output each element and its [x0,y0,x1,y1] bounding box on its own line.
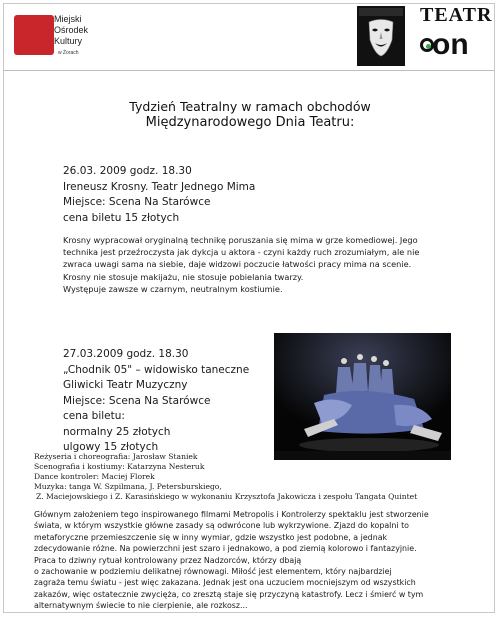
description-line: Praca to dziwny rytuał kontrolowany przez Nadzorców, którzy dbają [34,555,302,565]
description-line: Krosny nie stosuje makijażu, nie stosuje pobielania twarzy. [63,271,304,282]
description-line: technika jest przeźroczysta jak dykcja u aktora - czyni każdy ruch zrozumiałym, ale nie [63,247,420,258]
dance-photo [274,333,451,460]
theatre-mask-icon [357,6,405,66]
event2-date: 27.03.2009 godz. 18.30 [63,348,189,360]
description-line: zakazów, więc ostatecznie zwycięża, co zresztą staje się przyczyną katastrofy. Lecz i śmierć w tym [34,589,424,599]
credit-line: Scenografia i kostiumy: Katarzyna Nesteruk [34,462,205,471]
dance-stage-image [274,333,451,460]
credit-line: Dance kontroler: Maciej Florek [34,472,155,481]
event1-details [63,164,255,226]
teatr-logo-text: TEATR [420,4,493,26]
description-line: Krosny wypracował oryginalną technikę poruszania się mima w grze komediowej. Jego [63,235,418,245]
credit-line: Reżyseria i choreografia: Jarosław Staniek [34,452,198,461]
credit-line: Z. Maciejowskiego i Z. Karasińskiego w wykonaniu Krzysztofa Jakowicza i zespołu Tangata Quintet [36,492,418,501]
event2-venue: Miejsce: Scena Na Starówce [63,394,211,407]
on-logo-text: on [432,28,469,61]
event1-date: 26.03. 2009 godz. 18.30 [63,165,192,177]
description-line: Występuje zawsze w czarnym, neutralnym kostiumie. [63,283,283,294]
page-subtitle: Międzynarodowego Dnia Teatru: [145,115,355,130]
event2-price-reduced: ulgowy 15 złotych [63,441,159,453]
mok-logo-line: Ośrodek [54,25,89,35]
event1-description [63,234,443,295]
description-line: Głównym założeniem tego inspirowanego filmami Metropolis i Kontrolerzy spektaklu jest stworzenie [34,510,429,519]
event2-details [63,347,249,456]
event2-credits [34,452,417,502]
header-divider [3,70,495,71]
event1-price: cena biletu 15 złotych [63,211,180,224]
event2-price-label: cena biletu: [63,410,125,422]
event2-show-title: „Chodnik 05" – widowisko taneczne [63,363,250,376]
theatre-mask-poster [357,6,405,66]
mok-logo-line: Miejski [54,14,82,24]
description-line: zagraża temu światu - jest więc zakazana. Jednak jest ona uczuciem mocniejszym od wszystkich [34,578,416,588]
page-title: Tydzień Teatralny w ramach obchodów [129,99,371,114]
mok-logo-square [14,15,54,55]
mok-logo-city: w Żorach [58,50,79,56]
description-line: metaforyczne przemieszczenie się w inny wymiar, gdzie wszystko jest podobne, a jednak [34,532,388,542]
mok-logo [14,10,89,65]
event1-venue: Miejsce: Scena Na Starówce [63,196,211,208]
description-line: zdecydowanie różne. Na powierzchni jest szaro i jednakowo, a pod ziemią kolorowo i fantazyjnie. [34,544,417,554]
event2-price-normal: normalny 25 złotych [63,425,171,438]
event2-description [34,509,472,612]
mok-logo-line: Kultury [54,36,83,46]
description-line: o zachowanie w podziemiu delikatnej równowagi. Miłość jest elementem, który najbardziej [34,567,392,577]
teatr-on-logo [418,4,493,66]
description-line: świata, w którym wszystkie główne zasady są odwrócone lub wykrzywione. Zjazd do kopalni to [34,521,409,531]
description-line: alternatywnym świecie to nie cierpienie, ale rozkosz... [34,601,248,611]
credit-line: Muzyka: tanga W. Szpilmana, J. Petersburskiego, [34,482,222,491]
event2-company: Gliwicki Teatr Muzyczny [63,379,188,391]
description-line: zwraca uwagi sama na siebie, daje widzowi poczucie łatwości pracy mima na scenie. [63,259,412,270]
event1-performer: Ireneusz Krosny. Teatr Jednego Mima [63,180,256,193]
